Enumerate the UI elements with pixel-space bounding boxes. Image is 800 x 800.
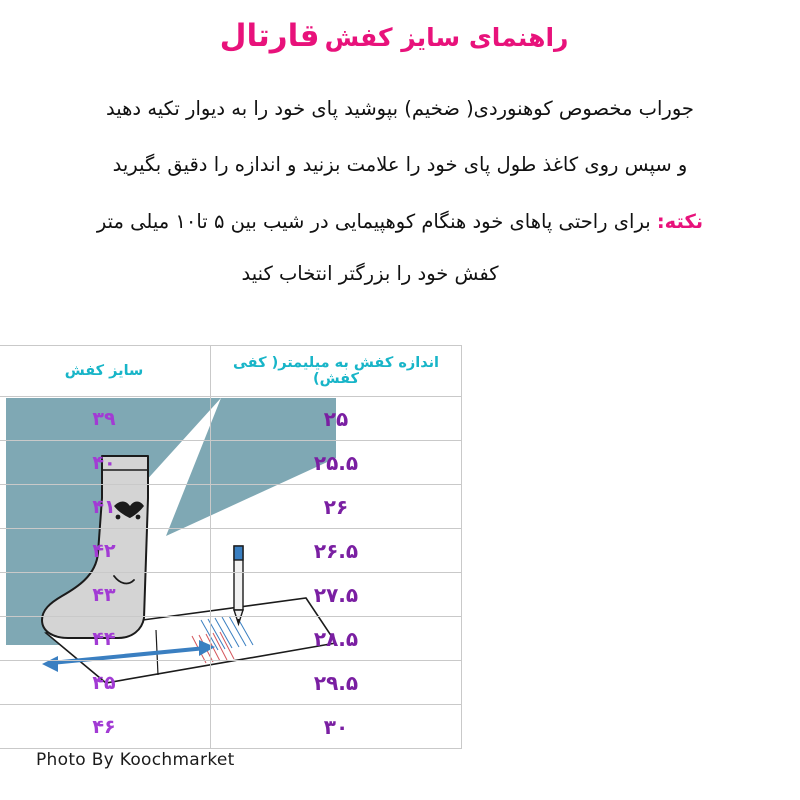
table-row <box>0 617 462 661</box>
cell-mm: ۲۹.۵ <box>211 661 462 705</box>
cell-size: ۴۵ <box>0 661 211 705</box>
instruction-line-4: کفش خود را بزرگتر انتخاب کنید <box>241 261 499 285</box>
instruction-line-1: جوراب مخصوص کوهنوردی( ضخیم) بپوشید پای خود را به دیوار تکیه دهید <box>106 97 694 120</box>
note-label: نکته: <box>656 209 704 233</box>
table-head <box>0 346 462 397</box>
cell-mm: ۲۸.۵ <box>211 617 462 661</box>
brand-name: قارتال <box>219 18 320 54</box>
cell-mm: ۲۷.۵ <box>211 573 462 617</box>
table-row <box>0 573 462 617</box>
instruction-line-2: و سپس روی کاغذ طول پای خود را علامت بزنید و اندازه را دقیق بگیرید <box>112 153 688 177</box>
cell-size: ۴۶ <box>0 705 211 749</box>
cell-size: ۴۳ <box>0 573 211 617</box>
table-row <box>0 441 462 485</box>
table-row <box>0 705 462 749</box>
table-body <box>0 397 462 749</box>
column-header-size: سایز کفش <box>0 346 211 397</box>
cell-mm: ۳۰ <box>211 705 462 749</box>
cell-size: ۳۹ <box>0 397 211 441</box>
table-row <box>0 397 462 441</box>
cell-size: ۴۱ <box>0 485 211 529</box>
cell-mm: ۲۶.۵ <box>211 529 462 573</box>
cell-size: ۴۲ <box>0 529 211 573</box>
table-header-row <box>0 346 462 397</box>
cell-size: ۴۰ <box>0 441 211 485</box>
table-row <box>0 485 462 529</box>
instructions-block <box>16 96 784 317</box>
page-title: راهنمای سایز کفش <box>324 23 569 52</box>
size-table <box>0 345 462 749</box>
table-row <box>0 529 462 573</box>
cell-mm: ۲۵.۵ <box>211 441 462 485</box>
cell-size: ۴۴ <box>0 617 211 661</box>
instruction-line-3-text: برای راحتی پاهای خود هنگام کوهپیمایی در شیب بین ۵ تا۱۰ میلی متر <box>96 209 657 233</box>
cell-mm: ۲۶ <box>211 485 462 529</box>
page-header <box>0 18 800 54</box>
photo-credit: Photo By Koochmarket <box>36 750 235 770</box>
table-row <box>0 661 462 705</box>
instruction-line-3 <box>16 209 784 235</box>
cell-mm: ۲۵ <box>211 397 462 441</box>
column-header-mm: اندازه کفش به میلیمتر( کفی کفش) <box>211 346 462 397</box>
